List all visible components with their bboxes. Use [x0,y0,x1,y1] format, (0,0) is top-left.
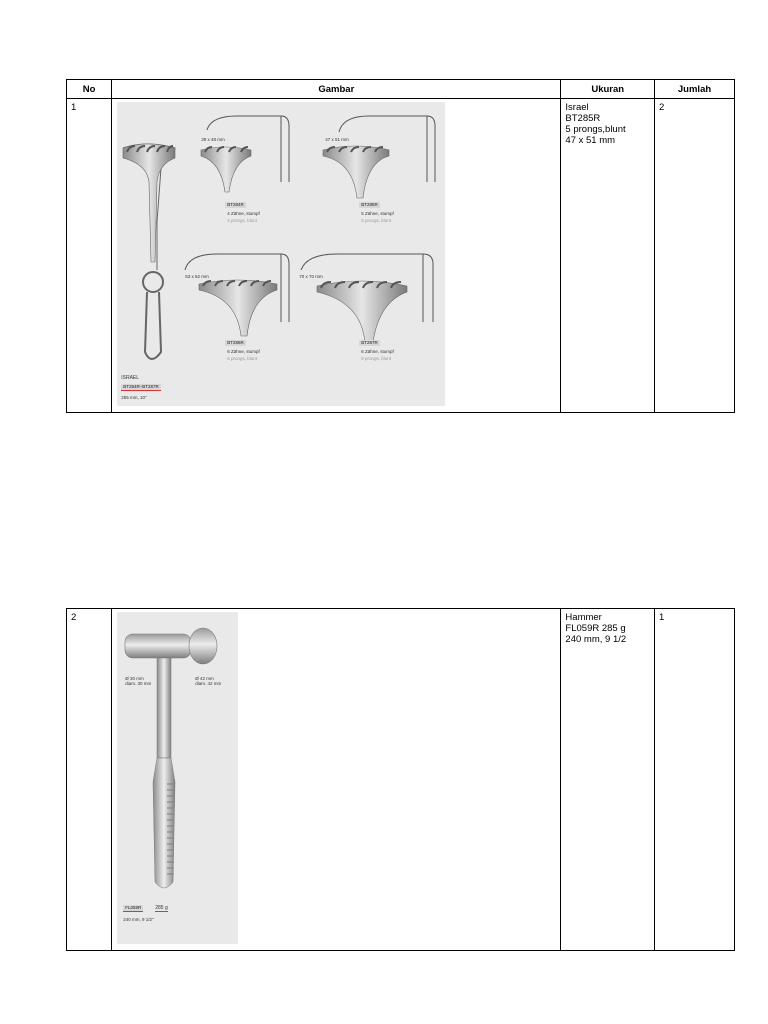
row-qty: 2 [655,99,735,413]
prongs-en: 5 prongs, blunt [361,218,392,223]
retractor-full-view [123,144,175,359]
hammer-image [117,612,238,944]
product-code: BT287R [361,340,378,345]
instrument-table-1 [66,79,735,413]
range-code: BT284R–BT287R [123,384,159,389]
length-label: 255 mm, 10" [121,395,147,400]
retractor-variant-1 [201,116,289,192]
retractor-illustration [117,102,445,406]
dim-label: 39 x 48 mm [201,137,225,142]
prongs-en: 6 prongs, blunt [361,356,392,361]
header-size: Ukuran [561,80,655,99]
prongs-de: 6 Zähne, stumpf [227,349,260,354]
row-image-cell [112,609,561,951]
prongs-en: 6 prongs, blunt [227,356,258,361]
prongs-de: 5 Zähne, stumpf [361,211,394,216]
weight-label: 285 g [155,905,168,911]
row-size: Israel BT285R 5 prongs,blunt 47 x 51 mm [561,99,655,413]
retractor-variant-2 [323,116,435,198]
row-size: Hammer FL059R 285 g 240 mm, 9 1/2 [561,609,655,951]
retractor-variant-4 [301,254,433,342]
product-code: BT284R [227,202,244,207]
row-no: 2 [67,609,112,951]
dim-label: 47 x 51 mm [325,137,349,142]
product-code: BT285R [361,202,378,207]
row-no: 1 [67,99,112,413]
row-image-cell [112,99,561,413]
row-qty: 1 [655,609,735,951]
head-diameter-left: Ø 30 mm diam. 30 mm [125,676,152,686]
header-no: No [67,80,112,99]
prongs-de: 4 Zähne, stumpf [227,211,260,216]
hammer-illustration [117,612,238,944]
dim-label: 53 x 62 mm [185,274,209,279]
family-label: ISRAEL [121,375,140,381]
dim-label: 70 x 70 mm [299,274,323,279]
header-image: Gambar [112,80,561,99]
retractor-image [117,102,445,406]
header-row [67,80,735,99]
head-diameter-right: Ø 42 mm diam. 42 mm [195,676,222,686]
product-code: FL059R [125,905,142,910]
instrument-table-2 [66,608,735,951]
table-row [67,99,735,413]
header-qty: Jumlah [655,80,735,99]
length-label: 240 mm, 9 1/2" [123,917,154,922]
product-code: BT286R [227,340,244,345]
prongs-en: 4 prongs, blunt [227,218,258,223]
retractor-variant-3 [185,254,289,336]
table-row [67,609,735,951]
prongs-de: 6 Zähne, stumpf [361,349,394,354]
